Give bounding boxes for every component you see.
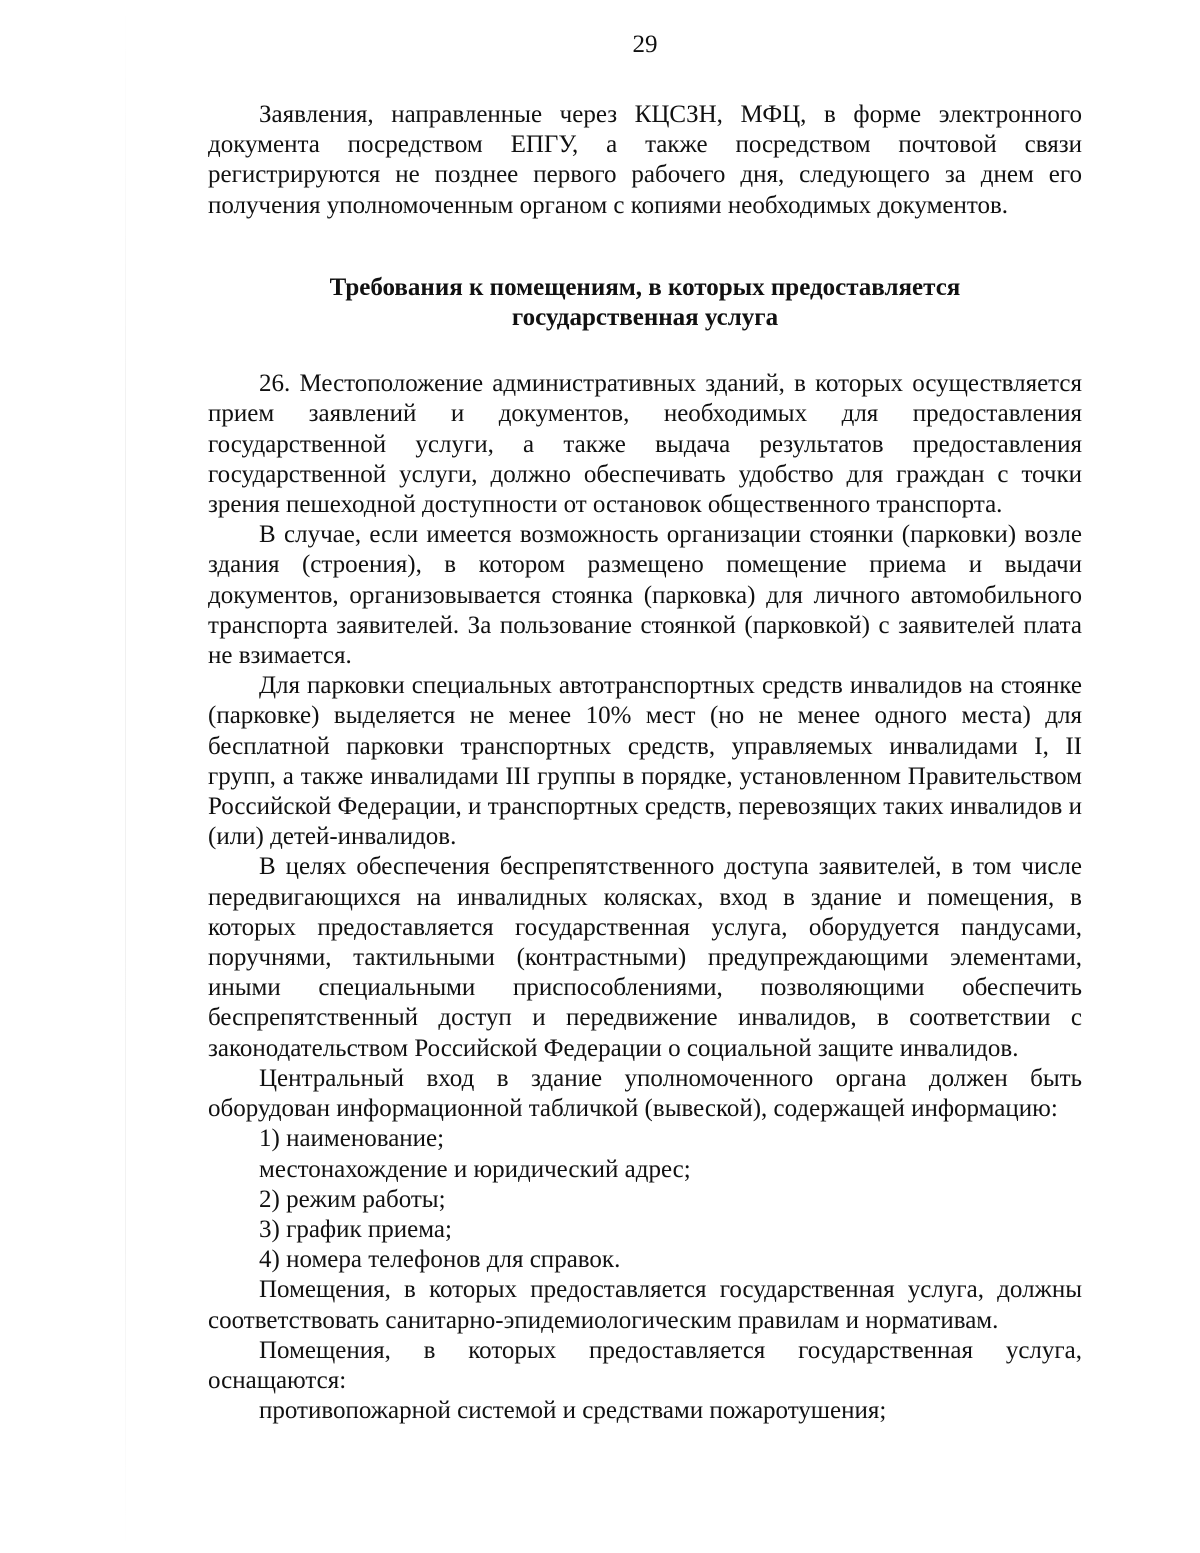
scan-edge-shadow	[125, 0, 126, 1553]
list-item: местонахождение и юридический адрес;	[259, 1155, 691, 1183]
section-body	[208, 369, 1082, 1426]
paragraph-accessibility: В целях обеспечения беспрепятственного доступа заявителей, в том числе передвигающихся на инвалидных колясках, вход в здание и помещения, в которых предоставляется государственная услуга, оборудуется пандусами, поручнями, тактильными (контрастными) предупреждающими элементами, иными специальными приспособлениями, позволяющими обеспечить беспрепятственный доступ и передвижение инвалидов, в соответствии с законодательством Российской Федерации о социальной защите инвалидов.	[208, 853, 1082, 1062]
paragraph-equipment: Помещения, в которых предоставляется государственная услуга, оснащаются:	[208, 1336, 1082, 1394]
paragraph-entrance-sign: Центральный вход в здание уполномоченного органа должен быть оборудован информационной табличкой (вывеской), содержащей информацию:	[208, 1064, 1082, 1123]
document-body	[208, 100, 1082, 1426]
paragraph-parking: В случае, если имеется возможность организации стоянки (парковки) возле здания (строения), в котором размещено помещение приема и выдачи документов, организовывается стоянка (парковка) для личного автомобильного транспорта заявителей. За пользование стоянкой (парковкой) с заявителей плата не взимается.	[208, 521, 1082, 670]
list-item-fire-safety: противопожарной системой и средствами пожаротушения;	[259, 1397, 887, 1425]
section-heading	[208, 273, 1082, 333]
paragraph-sanitary: Помещения, в которых предоставляется государственная услуга, должны соответствовать санитарно-эпидемиологическим правилам и нормативам.	[208, 1276, 1082, 1334]
list-item: 1) наименование;	[259, 1125, 445, 1153]
intro-paragraph: Заявления, направленные через КЦСЗН, МФЦ, в форме электронного документа посредством ЕПГУ, а также посредством почтовой связи регистрируются не позднее первого рабочего дня, следующего за днем его получения уполномоченным органом с копиями необходимых документов.	[208, 101, 1082, 219]
list-item: 3) график приема;	[259, 1215, 452, 1243]
section-heading-line-2: государственная услуга	[511, 304, 779, 332]
list-item: 2) режим работы;	[259, 1185, 446, 1213]
paragraph-26: 26. Местоположение административных зданий, в которых осуществляется прием заявлений и документов, необходимых для предоставления государственной услуги, а также выдача результатов предоставления государственной услуги, должно обеспечивать удобство для граждан с точки зрения пешеходной доступности от остановок общественного транспорта.	[208, 370, 1082, 519]
page-number: 29	[632, 31, 658, 58]
paragraph-disabled-parking: Для парковки специальных автотранспортных средств инвалидов на стоянке (парковке) выделяется не менее 10% мест (но не менее одного места) для бесплатной парковки транспортных средств, управляемых инвалидами I, II групп, а также инвалидами III группы в порядке, установленном Правительством Российской Федерации, и транспортных средств, перевозящих таких инвалидов и (или) детей-инвалидов.	[208, 672, 1082, 851]
section-heading-line-1: Требования к помещениям, в которых предоставляется	[329, 273, 961, 301]
list-item: 4) номера телефонов для справок.	[259, 1246, 621, 1274]
